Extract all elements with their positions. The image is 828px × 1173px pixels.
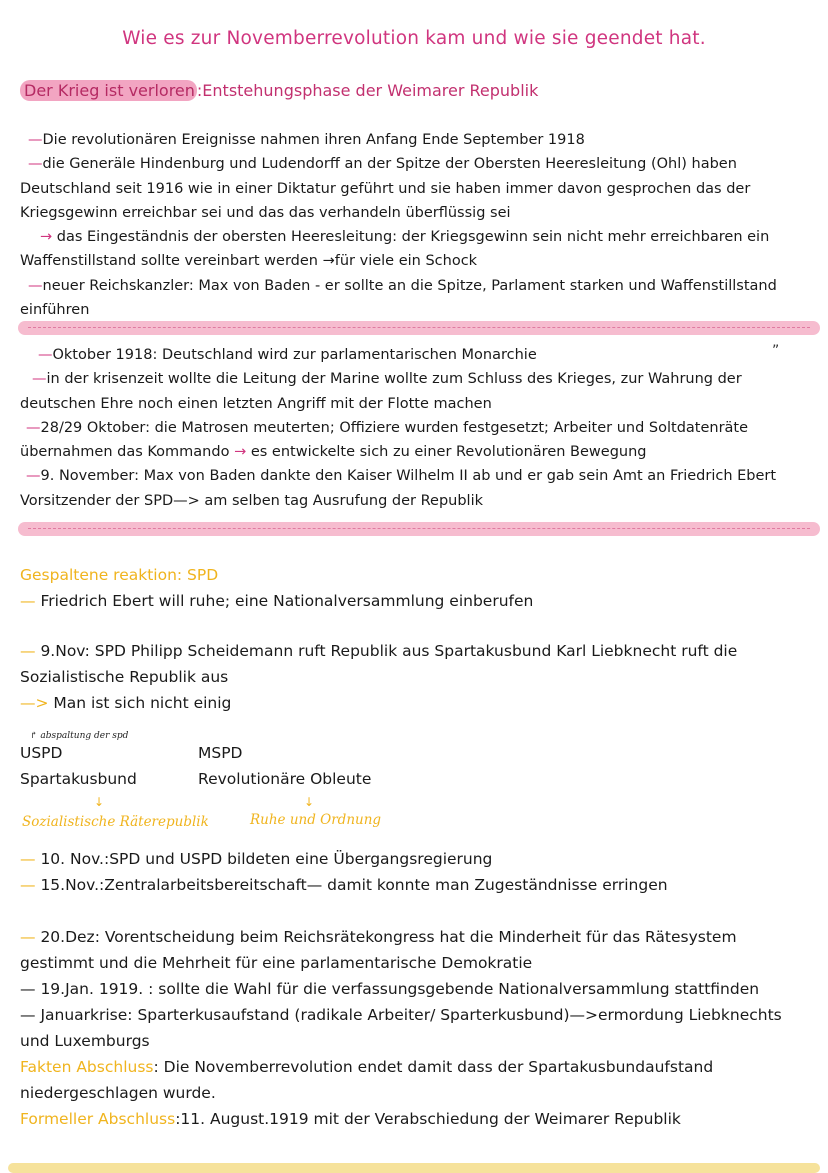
dash-marker: — <box>26 419 41 436</box>
list-item: —28/29 Oktober: die Matrosen meuterten; Offiziere wurden festgesetzt; Arbeiter und Soltdatenräte übernahmen das Kommando → es entwickelte sich zu einer Revolutionären Bewegung <box>20 419 749 461</box>
page-title: Wie es zur Novemberrevolution kam und wie sie geendet hat. <box>122 28 706 49</box>
arrow-icon: —> <box>20 694 49 712</box>
dash-marker: — <box>20 928 41 946</box>
section-2-top <box>20 562 810 716</box>
label-uspd: USPD <box>20 744 63 762</box>
block-1 <box>20 128 812 322</box>
label-obleute: Revolutionäre Obleute <box>198 770 372 788</box>
list-item: —> Man ist sich nicht einig <box>20 694 232 712</box>
list-item: —in der krisenzeit wollte die Leitung der Marine wollte zum Schluss des Krieges, zur Wahrung der deutschen Ehre noch einen letzten Angriff mit der Flotte machen <box>20 371 742 412</box>
highlight-text: Der Krieg ist verloren <box>20 80 197 101</box>
list-item: — 9.Nov: SPD Philipp Scheidemann ruft Republik aus Spartakusbund Karl Liebknecht ruft die Sozialistische Republik aus <box>20 642 738 686</box>
list-item: — 10. Nov.:SPD und USPD bildeten eine Übergangsregierung <box>20 850 493 868</box>
annotation-note: ↱ abspaltung der spd <box>30 731 129 741</box>
list-item: — Januarkrise: Sparterkusaufstand (radikale Arbeiter/ Sparterkusbund)—>ermordung Liebknechts und Luxemburgs <box>20 1006 782 1050</box>
list-item: Fakten Abschluss: Die Novemberrevolution endet damit dass der Spartakusbundaufstand niedergeschlagen wurde. <box>20 1058 714 1102</box>
dash-marker: — <box>38 347 53 363</box>
list-item: —9. November: Max von Baden dankte den Kaiser Wilhelm II ab und er gab sein Amt an Friedrich Ebert Vorsitzender der SPD—> am selben tag Ausrufung der Republik <box>20 468 777 509</box>
label-mspd: MSPD <box>198 744 243 762</box>
list-item: Formeller Abschluss:11. August.1919 mit der Verabschiedung der Weimarer Republik <box>20 1110 681 1128</box>
spacer <box>20 898 810 924</box>
section-heading <box>20 80 538 101</box>
dash-marker: — <box>20 980 41 998</box>
result-left: Sozialistische Räterepublik <box>22 814 209 830</box>
result-right: Ruhe und Ordnung <box>250 812 382 828</box>
dash-marker: — <box>20 642 41 660</box>
list-item: — 19.Jan. 1919. : sollte die Wahl für die verfassungsgebende Nationalversammlung stattfinden <box>20 980 760 998</box>
spacer <box>20 614 810 638</box>
dash-marker: — <box>26 468 41 485</box>
dash-marker: — <box>20 592 41 610</box>
subtitle-rest: :Entstehungsphase der Weimarer Republik <box>196 81 539 100</box>
section-divider <box>18 522 820 536</box>
down-arrow-icon: ↓ <box>94 795 105 809</box>
dash-marker: — <box>28 277 43 294</box>
list-item: —neuer Reichskanzler: Max von Baden - er sollte an die Spitze, Parlament starken und Waffenstillstand einführen <box>20 277 777 319</box>
list-item: —Die revolutionären Ereignisse nahmen ihren Anfang Ende September 1918 <box>28 132 585 148</box>
dash-marker: — <box>20 876 41 894</box>
list-item: — 15.Nov.:Zentralarbeitsbereitschaft— damit konnte man Zugeständnisse erringen <box>20 876 668 894</box>
list-item: —Oktober 1918: Deutschland wird zur parlamentarischen Monarchie <box>38 347 537 363</box>
block-2 <box>20 343 812 513</box>
label-spartakusbund: Spartakusbund <box>20 770 137 788</box>
list-item: → das Eingeständnis der obersten Heeresleitung: der Kriegsgewinn sein nicht mehr erreichbaren ein Waffenstillstand sollte vereinbart werden →für viele ein Schock <box>20 229 770 270</box>
dash-marker: — <box>28 156 43 173</box>
section-heading: Gespaltene reaktion: SPD <box>20 566 219 584</box>
section-divider <box>18 321 820 335</box>
dash-marker: — <box>20 850 41 868</box>
dash-marker: — <box>32 371 47 388</box>
dash-marker: — <box>20 1006 41 1024</box>
arrow-icon: → <box>40 229 57 246</box>
formell-label: Formeller Abschluss <box>20 1110 176 1128</box>
section-2-bottom <box>20 846 810 1132</box>
quote-mark: ” <box>772 343 780 359</box>
list-item: — Friedrich Ebert will ruhe; eine Nationalversammlung einberufen <box>20 592 534 610</box>
down-arrow-icon: ↓ <box>304 795 315 809</box>
fakten-label: Fakten Abschluss <box>20 1058 154 1076</box>
list-item: — 20.Dez: Vorentscheidung beim Reichsrätekongress hat die Minderheit für das Rätesystem gestimmt und die Mehrheit für eine parlamentarische Demokratie <box>20 928 737 972</box>
dash-marker: — <box>28 132 43 148</box>
list-item: —die Generäle Hindenburg und Ludendorff an der Spitze der Obersten Heeresleitung (Ohl) haben Deutschland seit 1916 wie in einer Diktatur geführt und sie haben immer davon gesprochen das der Kriegsgewinn erreichbar sei und das das verhandeln überflüssig sei <box>20 156 751 221</box>
bottom-divider <box>8 1163 820 1173</box>
